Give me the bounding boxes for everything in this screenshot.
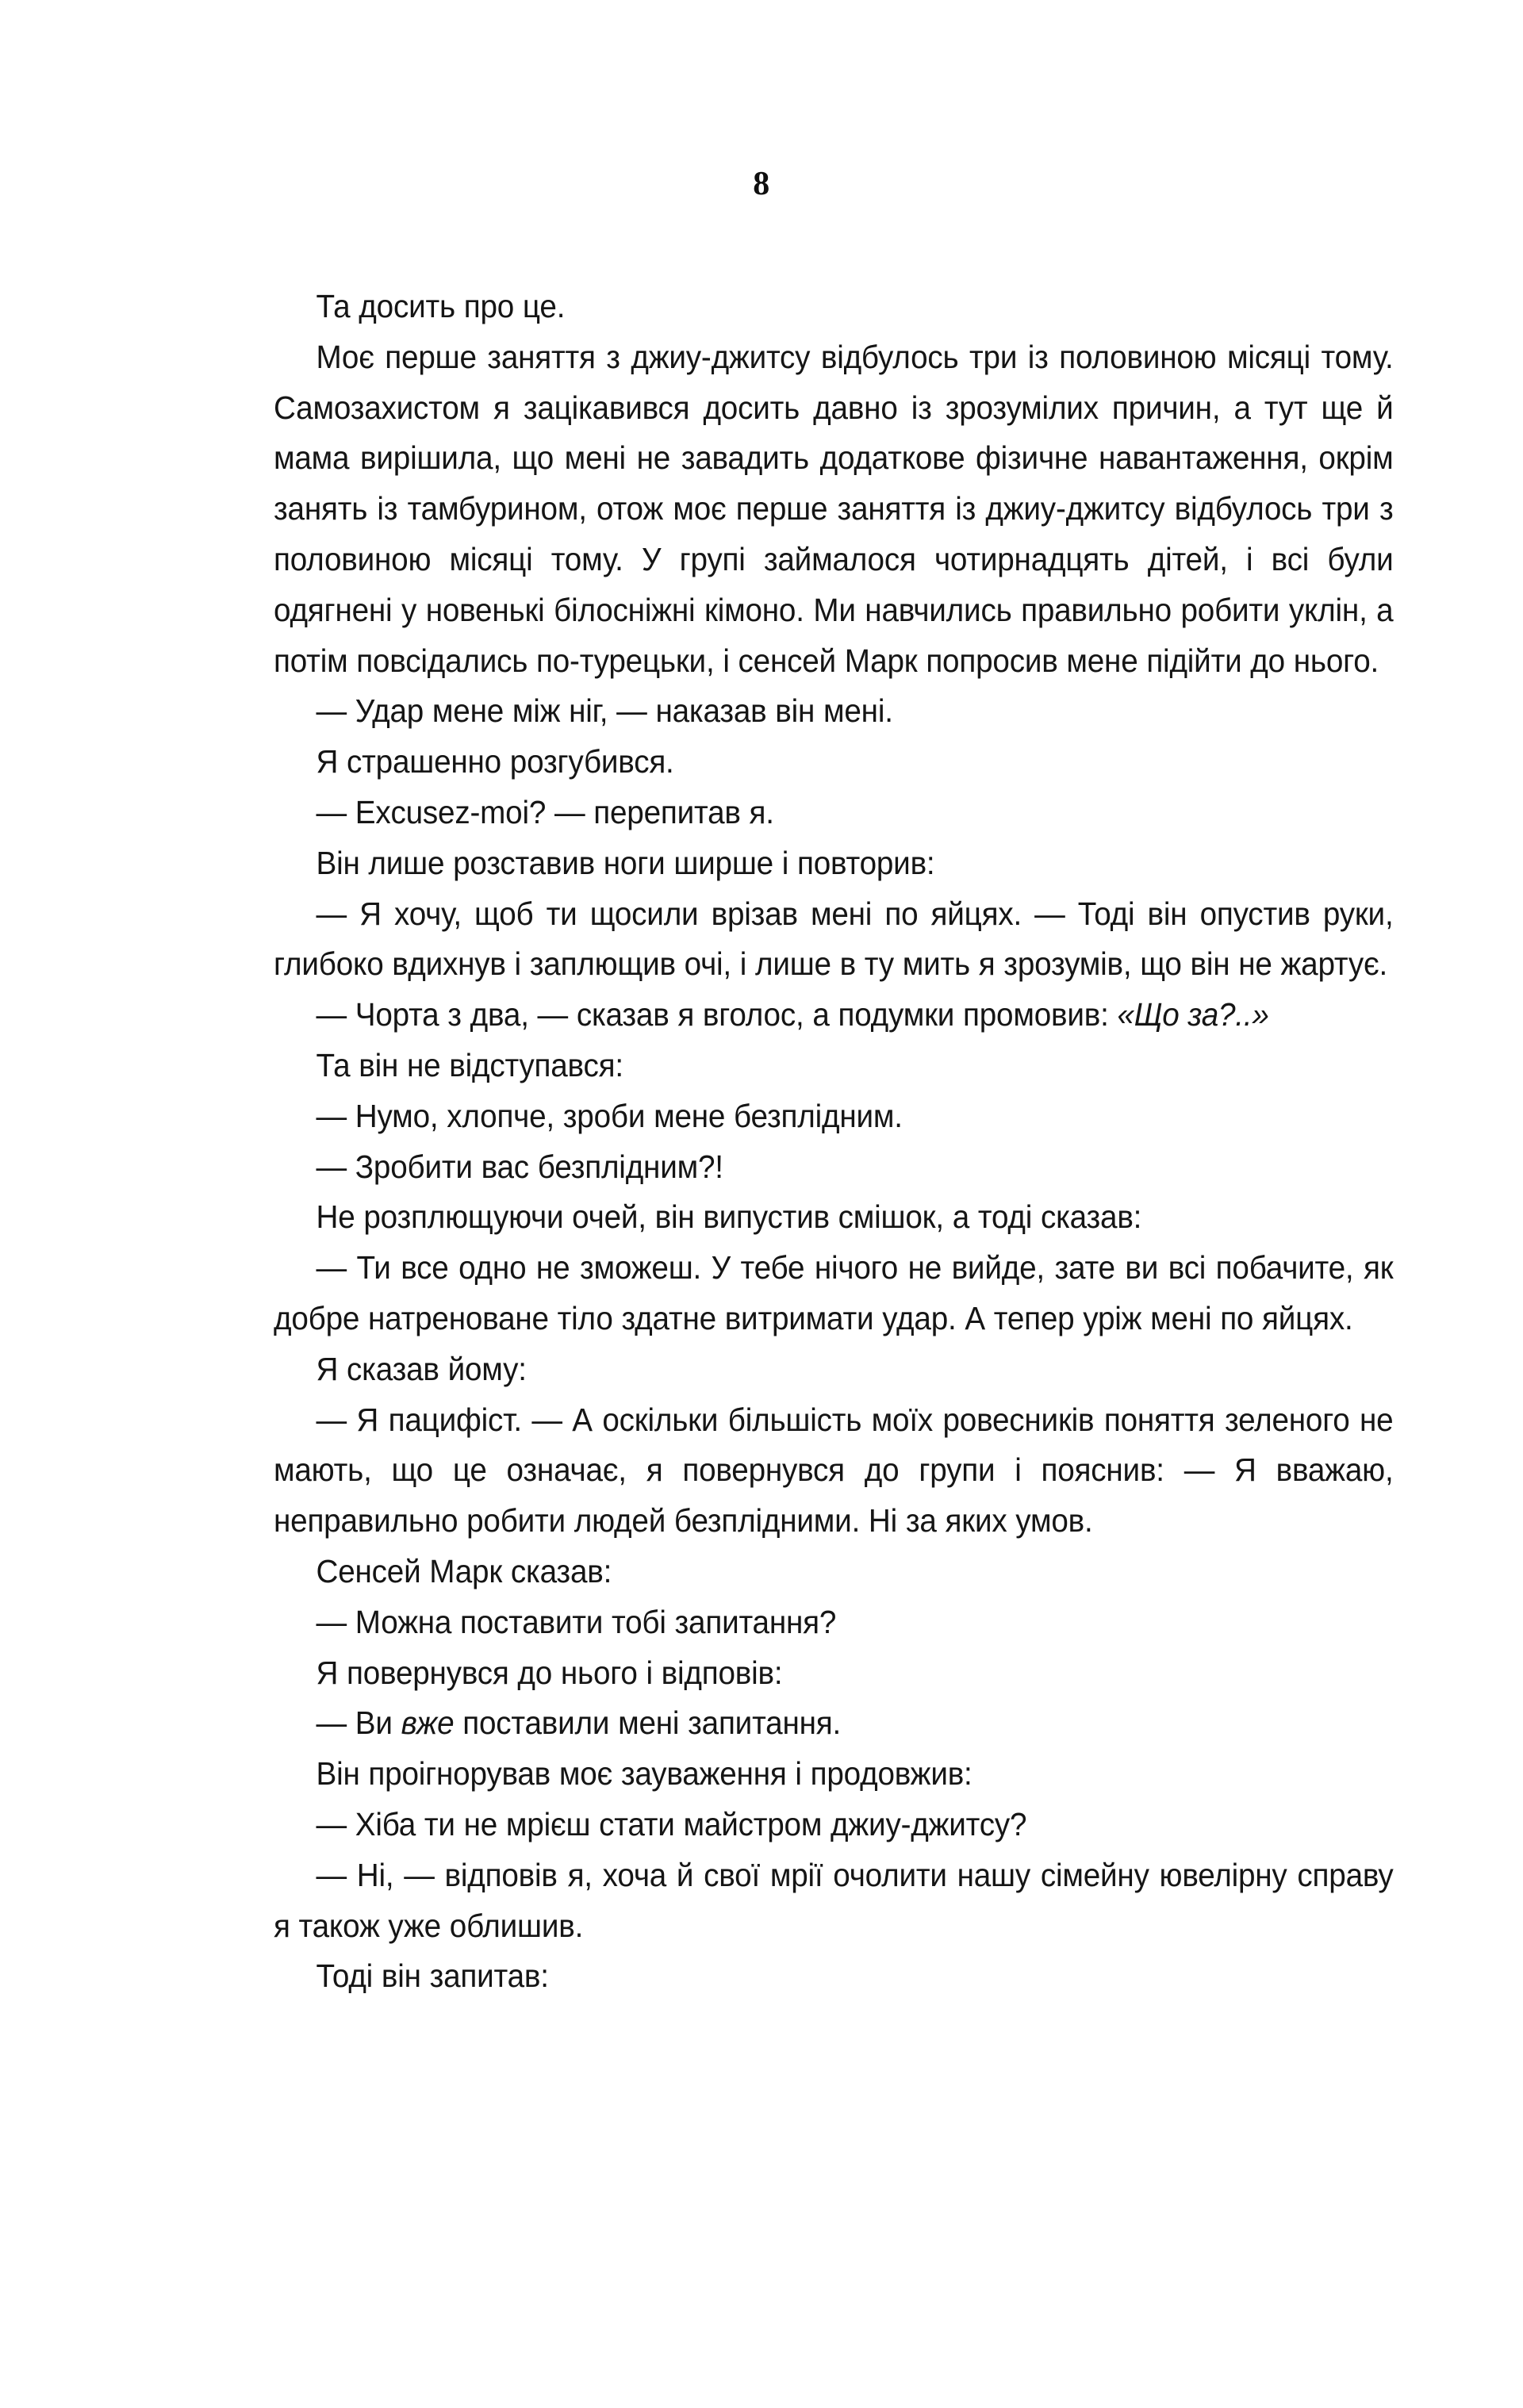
- paragraph-text: — Я пацифіст. — А оскільки більшість моїх ровесників поняття зеленого не мають, що це означає, я повернувся до групи і пояснив: — Я вважаю, неправильно робити людей безплідними. Ні за яких умов.: [274, 1401, 1394, 1540]
- paragraph: [274, 889, 1393, 991]
- paragraph-text: — Можна поставити тобі запитання?: [316, 1603, 837, 1640]
- paragraph-italic-phrase: вже: [401, 1704, 455, 1742]
- paragraph-text: Він лише розставив ноги ширше і повторив:: [316, 844, 935, 881]
- paragraph-text: — Хіба ти не мрієш стати майстром джиу-джитсу?: [316, 1805, 1027, 1842]
- paragraph-text-tail: поставили мені запитання.: [454, 1704, 842, 1742]
- paragraph-text: — Excusez-moi? — перепитав я.: [316, 793, 774, 830]
- paragraph-text: Я сказав йому:: [316, 1350, 527, 1387]
- paragraph: [274, 788, 1393, 838]
- body-text-block: [274, 282, 1394, 2002]
- paragraph-text: Тоді він запитав:: [316, 1957, 549, 1995]
- paragraph-text: Сенсей Марк сказав:: [316, 1552, 612, 1589]
- paragraph: [274, 1850, 1393, 1952]
- paragraph: [274, 1951, 1393, 2002]
- paragraph: [274, 1041, 1393, 1091]
- paragraph: [274, 1800, 1393, 1850]
- paragraph: [274, 1749, 1393, 1800]
- paragraph-text: Моє перше заняття з джиу-джитсу відбулось три із половиною місяці тому. Самозахистом я зацікавився досить давно із зрозумілих причин, а тут ще й мама вирішила, що мені не завадить додаткове фізичне навантаження, окрім занять із тамбурином, отож моє перше заняття із джиу-джитсу відбулось три з половиною місяці тому. У групі займалося чотирнадцять дітей, і всі були одягнені у новенькі білосніжні кімоно. Ми навчились правильно робити уклін, а потім повсідались по-турецьки, і сенсей Марк попросив мене підійти до нього.: [274, 338, 1394, 679]
- paragraph-text: — Удар мене між ніг, — наказав він мені.: [316, 692, 893, 730]
- paragraph-text: — Я хочу, щоб ти щосили врізав мені по яйцях. — Тоді він опустив руки, глибоко вдихнув і заплющив очі, і лише в ту мить я зрозумів, що він не жартує.: [274, 895, 1394, 983]
- paragraph-text: — Нумо, хлопче, зроби мене безплідним.: [316, 1097, 903, 1134]
- paragraph: [274, 1597, 1393, 1648]
- paragraph-text: Я страшенно розгубився.: [316, 743, 674, 780]
- paragraph: [274, 1395, 1393, 1547]
- paragraph: [274, 1091, 1393, 1142]
- paragraph-text: — Ви: [316, 1704, 401, 1742]
- paragraph-text: Та він не відступався:: [316, 1046, 623, 1083]
- paragraph: [274, 737, 1393, 788]
- paragraph: [274, 1698, 1393, 1749]
- paragraph-text: Та досить про це.: [316, 288, 566, 324]
- paragraph-italic-phrase: «Що за?..»: [1117, 996, 1269, 1033]
- paragraph-text: Не розплющуючи очей, він випустив смішок, а тоді сказав:: [316, 1198, 1142, 1236]
- paragraph: [274, 686, 1393, 737]
- paragraph-text: Він проігнорував моє зауваження і продовжив:: [316, 1755, 972, 1793]
- paragraph: [274, 282, 1393, 332]
- paragraph: [274, 332, 1393, 687]
- page-number: 8: [753, 166, 770, 202]
- paragraph-text: — Ні, — відповів я, хоча й свої мрії очолити нашу сімейну ювелірну справу я також уже облишив.: [274, 1856, 1394, 1944]
- paragraph: [274, 1243, 1393, 1344]
- paragraph-text: — Чорта з два, — сказав я вголос, а подумки промовив:: [316, 996, 1118, 1033]
- paragraph: [274, 838, 1393, 889]
- paragraph-text: — Ти все одно не зможеш. У тебе нічого не вийде, зате ви всі побачите, як добре натреноване тіло здатне витримати удар. А тепер уріж мені по яйцях.: [274, 1249, 1394, 1336]
- paragraph-text: Я повернувся до нього і відповів:: [316, 1654, 783, 1691]
- paragraph-text: — Зробити вас безплідним?!: [316, 1148, 723, 1185]
- paragraph: [274, 990, 1393, 1041]
- paragraph: [274, 1648, 1393, 1699]
- paragraph: [274, 1547, 1393, 1597]
- paragraph: [274, 1142, 1393, 1193]
- paragraph: [274, 1344, 1393, 1395]
- paragraph: [274, 1192, 1393, 1243]
